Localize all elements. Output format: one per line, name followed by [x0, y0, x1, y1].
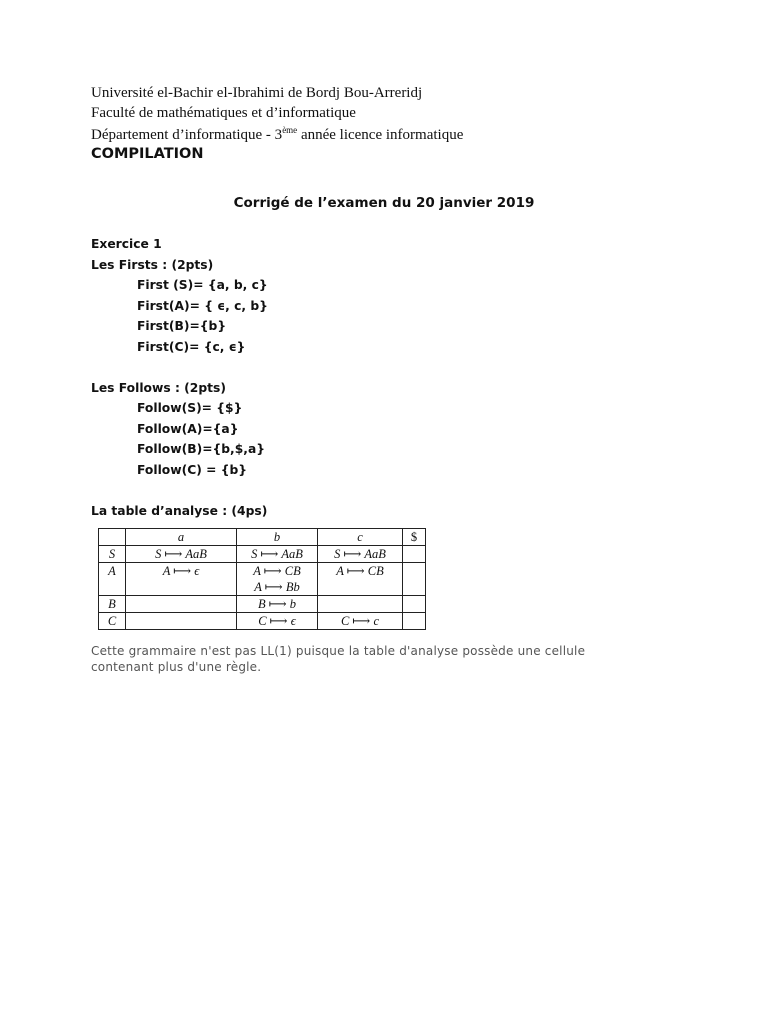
- table-cell: [126, 546, 237, 563]
- follows-label: Les Follows : (2pts): [91, 381, 226, 395]
- exercise-heading: Exercice 1: [91, 237, 162, 251]
- production-rule: S ⟼ AaB: [334, 547, 386, 561]
- row-nonterminal: A: [99, 563, 126, 596]
- first-item: First (S)= {a, b, c}: [137, 278, 268, 292]
- table-corner-cell: [99, 529, 126, 546]
- table-cell: [403, 546, 426, 563]
- column-header: c: [318, 529, 403, 546]
- column-header: $: [403, 529, 426, 546]
- table-row: [99, 613, 426, 630]
- table-cell: [318, 546, 403, 563]
- analysis-table: [98, 528, 426, 630]
- production-rule: A ⟼ Bb: [254, 580, 300, 594]
- table-row: [99, 546, 426, 563]
- first-item: First(A)= { ϵ, c, b}: [137, 299, 268, 313]
- row-nonterminal: C: [99, 613, 126, 630]
- follow-item: Follow(C) = {b}: [137, 463, 248, 477]
- table-cell: [403, 596, 426, 613]
- follow-item: Follow(B)={b,$,a}: [137, 442, 266, 456]
- faculty-name: Faculté de mathématiques et d’informatique: [91, 105, 356, 121]
- production-rule: S ⟼ AaB: [155, 547, 207, 561]
- department-prefix: Département d’informatique - 3: [91, 127, 283, 143]
- table-cell: [126, 613, 237, 630]
- table-cell: [237, 596, 318, 613]
- production-rule: C ⟼ c: [340, 614, 380, 628]
- table-header-row: [99, 529, 426, 546]
- course-title: COMPILATION: [91, 146, 204, 162]
- table-row: [99, 596, 426, 613]
- table-cell: [318, 563, 403, 596]
- table-cell: [237, 546, 318, 563]
- conclusion-text: Cette grammaire n'est pas LL(1) puisque la table d'analyse possède une cellule contenant plus d'une règle.: [91, 644, 586, 674]
- university-name: Université el-Bachir el-Ibrahimi de Bordj Bou-Arreridj: [91, 85, 423, 101]
- production-rule: S ⟼ AaB: [251, 547, 303, 561]
- department-superscript: ème: [282, 125, 298, 135]
- table-cell: [403, 613, 426, 630]
- row-nonterminal: B: [99, 596, 126, 613]
- column-header: b: [237, 529, 318, 546]
- department-line: [91, 125, 463, 144]
- follow-item: Follow(S)= {$}: [137, 401, 243, 415]
- table-cell: [126, 563, 237, 596]
- table-row: [99, 563, 426, 596]
- production-rule: A ⟼ CB: [253, 564, 301, 578]
- table-cell: [318, 596, 403, 613]
- column-header: a: [126, 529, 237, 546]
- table-label: La table d’analyse : (4ps): [91, 504, 268, 518]
- department-suffix: année licence informatique: [297, 127, 464, 143]
- first-item: First(C)= {c, ϵ}: [137, 340, 246, 354]
- table-cell: [237, 563, 318, 596]
- table-cell: [126, 596, 237, 613]
- page-title: Corrigé de l’examen du 20 janvier 2019: [233, 195, 535, 211]
- production-rule: A ⟼ CB: [336, 564, 384, 578]
- production-rule: A ⟼ ϵ: [162, 564, 200, 578]
- firsts-label: Les Firsts : (2pts): [91, 258, 214, 272]
- production-rule: B ⟼ b: [257, 597, 297, 611]
- follow-item: Follow(A)={a}: [137, 422, 239, 436]
- table-cell: [318, 613, 403, 630]
- first-item: First(B)={b}: [137, 319, 227, 333]
- production-rule: C ⟼ ϵ: [258, 614, 296, 628]
- table-cell: [403, 563, 426, 596]
- table-cell: [237, 613, 318, 630]
- row-nonterminal: S: [99, 546, 126, 563]
